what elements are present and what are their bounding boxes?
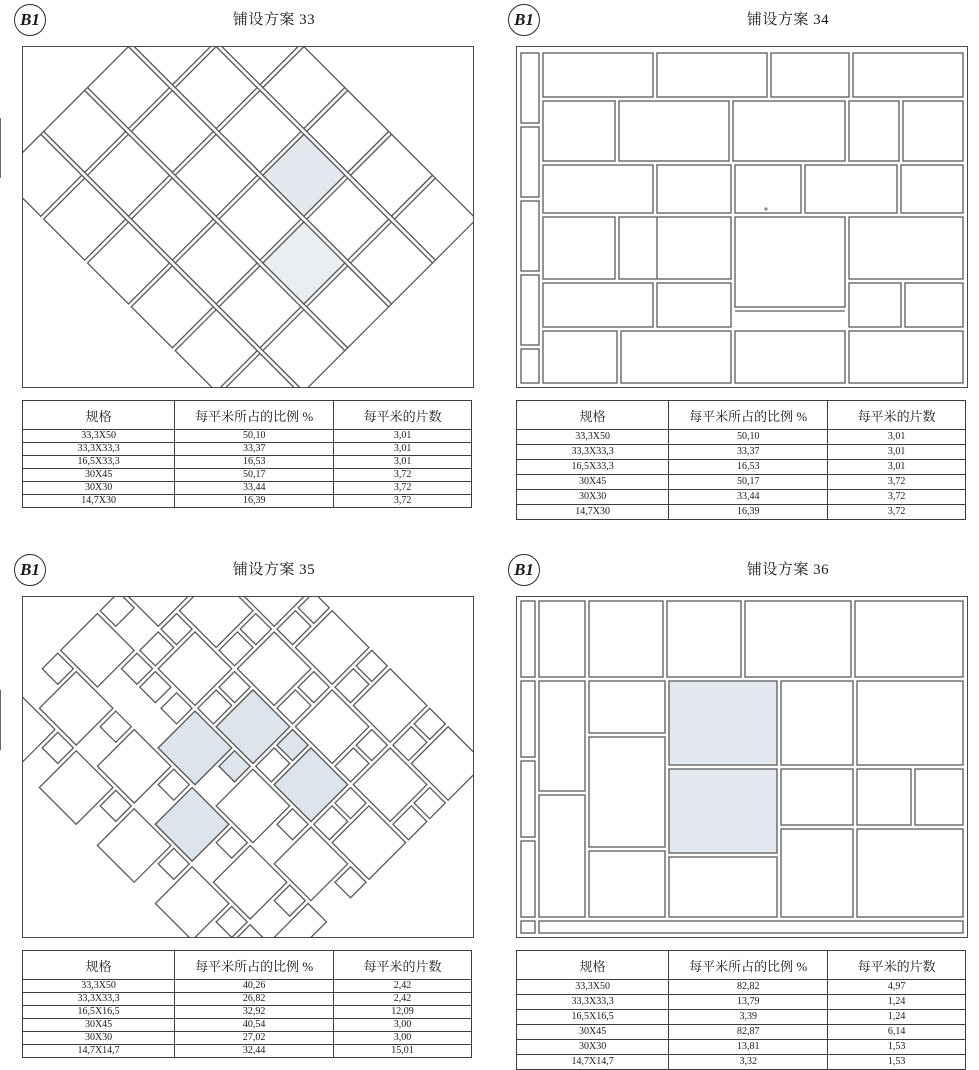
table-row	[517, 1055, 966, 1070]
tile-pattern-diagram-33	[22, 46, 474, 388]
cell-spec: 33,3X33,3	[517, 995, 669, 1010]
spec-table-33	[22, 400, 472, 508]
page-edge-mark-bottom	[0, 690, 11, 750]
cell-ratio: 82,82	[669, 980, 828, 995]
tile-pattern-diagram-35	[22, 596, 474, 938]
cell-ratio: 16,39	[669, 505, 828, 520]
table-row	[23, 430, 472, 443]
cell-ratio: 40,54	[175, 1019, 334, 1032]
cell-pieces: 3,72	[334, 469, 472, 482]
cell-ratio: 32,92	[175, 1006, 334, 1019]
cell-spec: 30X45	[23, 469, 175, 482]
table-row	[517, 980, 966, 995]
cell-ratio: 13,81	[669, 1040, 828, 1055]
cell-spec: 14,7X14,7	[517, 1055, 669, 1070]
cell-spec: 33,3X33,3	[517, 445, 669, 460]
table-row	[517, 995, 966, 1010]
header-spec: 规格	[23, 951, 175, 980]
cell-spec: 33,3X50	[517, 980, 669, 995]
cell-spec: 33,3X50	[23, 430, 175, 443]
header-ratio: 每平米所占的比例 %	[175, 401, 334, 430]
table-header-row	[517, 401, 966, 430]
cell-ratio: 16,53	[175, 456, 334, 469]
table-row	[517, 460, 966, 475]
cell-pieces: 3,00	[334, 1019, 472, 1032]
cell-pieces: 3,72	[334, 495, 472, 508]
cell-spec: 33,3X50	[517, 430, 669, 445]
panel-badge: B1	[14, 554, 46, 586]
cell-pieces: 12,09	[334, 1006, 472, 1019]
table-row	[23, 443, 472, 456]
cell-pieces: 3,72	[828, 490, 966, 505]
cell-ratio: 13,79	[669, 995, 828, 1010]
cell-spec: 14,7X30	[23, 495, 175, 508]
cell-spec: 30X45	[517, 1025, 669, 1040]
table-row	[517, 1010, 966, 1025]
table-row	[23, 456, 472, 469]
table-row	[517, 505, 966, 520]
table-row	[23, 980, 472, 993]
cell-spec: 16,5X16,5	[517, 1010, 669, 1025]
cell-pieces: 3,01	[828, 430, 966, 445]
cell-ratio: 82,87	[669, 1025, 828, 1040]
table-row	[23, 1006, 472, 1019]
cell-spec: 30X45	[517, 475, 669, 490]
header-pieces: 每平米的片数	[828, 401, 966, 430]
cell-pieces: 3,72	[828, 505, 966, 520]
cell-pieces: 3,00	[334, 1032, 472, 1045]
cell-pieces: 3,72	[334, 482, 472, 495]
table-header-row	[23, 401, 472, 430]
cell-ratio: 33,37	[175, 443, 334, 456]
table-row	[23, 1032, 472, 1045]
table-row	[517, 430, 966, 445]
cell-spec: 30X45	[23, 1019, 175, 1032]
cell-spec: 16,5X16,5	[23, 1006, 175, 1019]
cell-ratio: 32,44	[175, 1045, 334, 1058]
table-row	[23, 993, 472, 1006]
page-title: 铺设方案 36	[746, 562, 830, 578]
table-header-row	[23, 951, 472, 980]
cell-ratio: 50,10	[175, 430, 334, 443]
tile-pattern-diagram-34	[516, 46, 968, 388]
spec-table-36	[516, 950, 966, 1070]
header-ratio: 每平米所占的比例 %	[175, 951, 334, 980]
cell-pieces: 3,72	[828, 475, 966, 490]
cell-spec: 14,7X30	[517, 505, 669, 520]
header-pieces: 每平米的片数	[334, 951, 472, 980]
page-title: 铺设方案 34	[746, 12, 830, 28]
table-row	[23, 482, 472, 495]
cell-pieces: 3,01	[334, 430, 472, 443]
cell-pieces: 3,01	[334, 443, 472, 456]
panel-badge: B1	[14, 4, 46, 36]
cell-ratio: 33,44	[669, 490, 828, 505]
cell-pieces: 3,01	[828, 460, 966, 475]
cell-pieces: 3,01	[334, 456, 472, 469]
header-ratio: 每平米所占的比例 %	[669, 951, 828, 980]
table-row	[23, 1045, 472, 1058]
cell-ratio: 33,44	[175, 482, 334, 495]
panel-badge: B1	[508, 554, 540, 586]
table-row	[517, 1040, 966, 1055]
table-row	[517, 445, 966, 460]
cell-pieces: 3,01	[828, 445, 966, 460]
cell-ratio: 50,17	[669, 475, 828, 490]
header-spec: 规格	[517, 401, 669, 430]
cell-pieces: 4,97	[828, 980, 966, 995]
cell-pieces: 1,24	[828, 1010, 966, 1025]
header-pieces: 每平米的片数	[828, 951, 966, 980]
cell-spec: 33,3X33,3	[23, 443, 175, 456]
table-row	[23, 469, 472, 482]
header-spec: 规格	[517, 951, 669, 980]
header-spec: 规格	[23, 401, 175, 430]
cell-pieces: 6,14	[828, 1025, 966, 1040]
tile-pattern-diagram-36	[516, 596, 968, 938]
cell-pieces: 1,53	[828, 1055, 966, 1070]
cell-spec: 14,7X14,7	[23, 1045, 175, 1058]
table-row	[23, 495, 472, 508]
cell-spec: 30X30	[23, 482, 175, 495]
page-title: 铺设方案 33	[232, 12, 316, 28]
page-edge-mark-top	[0, 118, 11, 178]
cell-ratio: 26,82	[175, 993, 334, 1006]
cell-ratio: 16,53	[669, 460, 828, 475]
cell-ratio: 3,39	[669, 1010, 828, 1025]
cell-spec: 30X30	[517, 490, 669, 505]
cell-ratio: 27,02	[175, 1032, 334, 1045]
header-ratio: 每平米所占的比例 %	[669, 401, 828, 430]
cell-pieces: 15,01	[334, 1045, 472, 1058]
cell-spec: 16,5X33,3	[517, 460, 669, 475]
cell-spec: 30X30	[517, 1040, 669, 1055]
panel-badge: B1	[508, 4, 540, 36]
table-row	[517, 490, 966, 505]
cell-ratio: 16,39	[175, 495, 334, 508]
cell-spec: 16,5X33,3	[23, 456, 175, 469]
cell-spec: 33,3X50	[23, 980, 175, 993]
table-row	[517, 1025, 966, 1040]
cell-ratio: 50,10	[669, 430, 828, 445]
spec-table-35	[22, 950, 472, 1058]
cell-ratio: 50,17	[175, 469, 334, 482]
page-title: 铺设方案 35	[232, 562, 316, 578]
table-row	[517, 475, 966, 490]
table-row	[23, 1019, 472, 1032]
cell-pieces: 1,53	[828, 1040, 966, 1055]
spec-table-34	[516, 400, 966, 520]
cell-pieces: 2,42	[334, 980, 472, 993]
cell-spec: 30X30	[23, 1032, 175, 1045]
cell-pieces: 1,24	[828, 995, 966, 1010]
cell-pieces: 2,42	[334, 993, 472, 1006]
cell-ratio: 40,26	[175, 980, 334, 993]
cell-ratio: 33,37	[669, 445, 828, 460]
cell-spec: 33,3X33,3	[23, 993, 175, 1006]
cell-ratio: 3,32	[669, 1055, 828, 1070]
header-pieces: 每平米的片数	[334, 401, 472, 430]
table-header-row	[517, 951, 966, 980]
